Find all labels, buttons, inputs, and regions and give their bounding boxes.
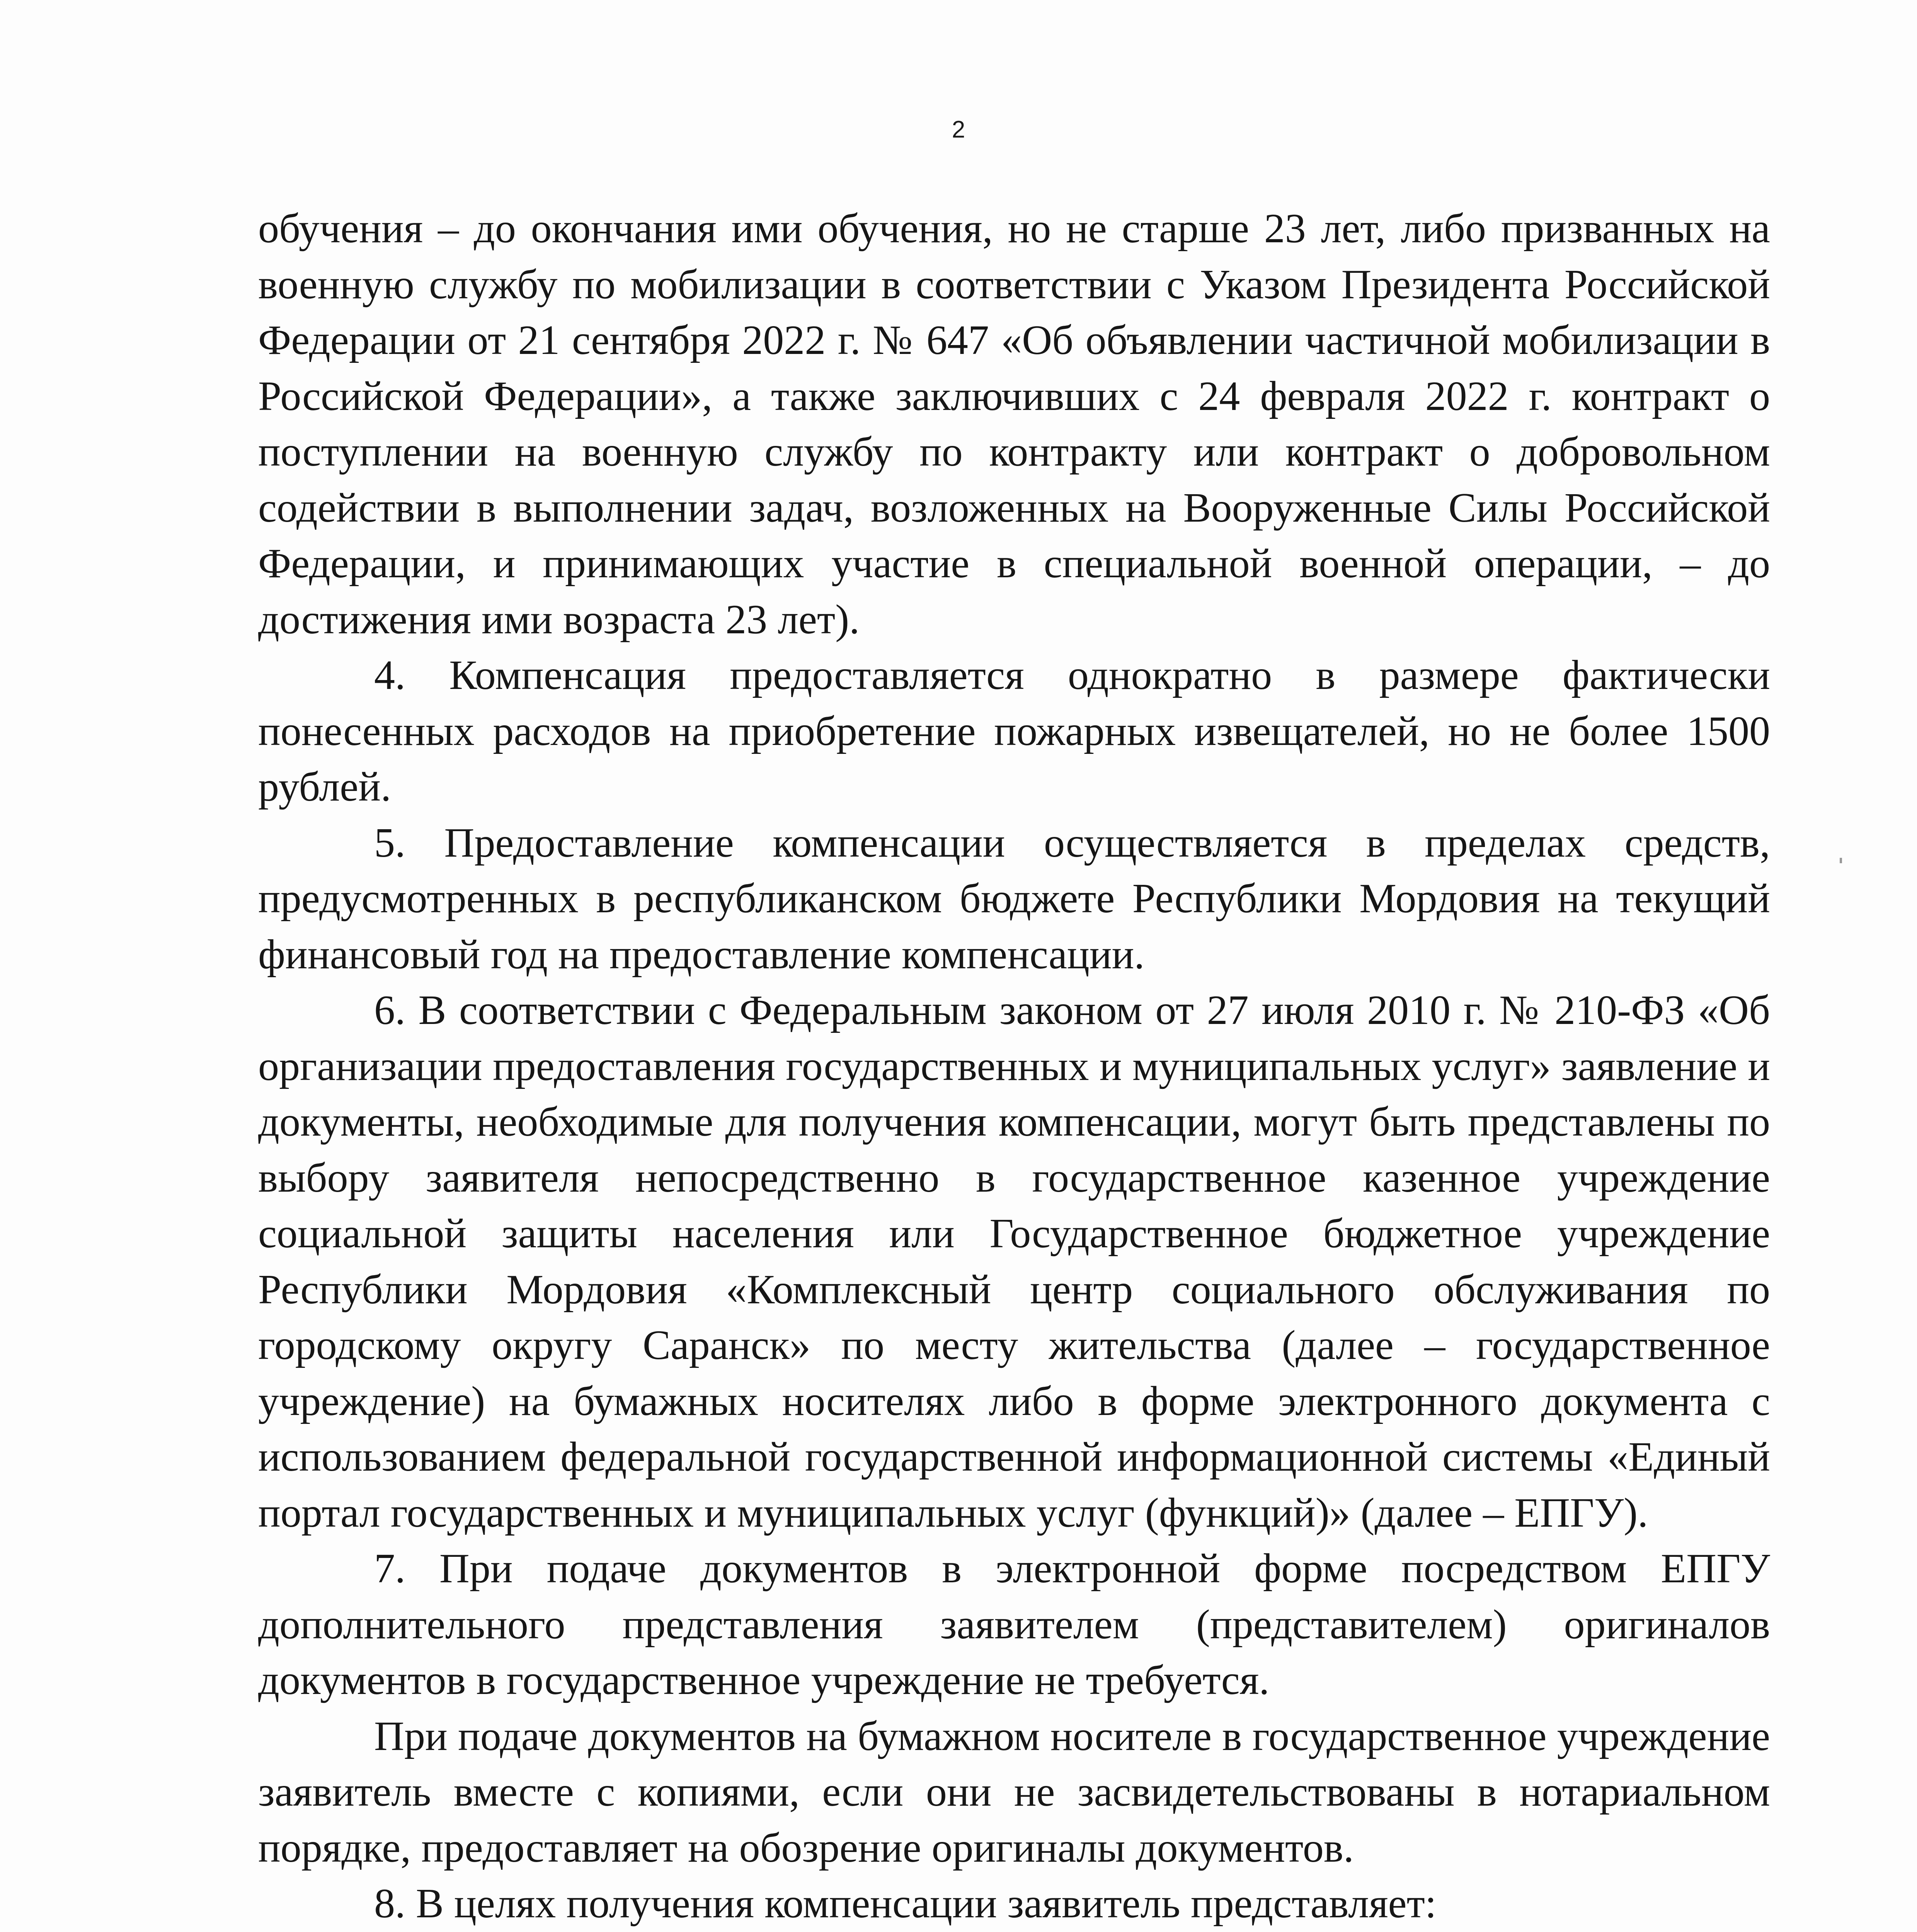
paragraph-item-8: 8. В целях получения компенсации заявитель представляет: (374, 1881, 1437, 1927)
page-number: 2 (952, 116, 965, 143)
paragraph-item-4: 4. Компенсация предоставляется однократно в размере фактически понесенных расходов на приобретение пожарных извещателей, но не более 1500 рублей. (258, 652, 1770, 810)
document-body (258, 201, 1770, 1932)
paragraph-item-7: 7. При подаче документов в электронной форме посредством ЕПГУ дополнительного представления заявителем (представителем) оригиналов документов в государственное учреждение не требуется. (258, 1546, 1770, 1703)
paragraph-item-5: 5. Предоставление компенсации осуществляется в пределах средств, предусмотренных в республиканском бюджете Республики Мордовия на текущий финансовый год на предоставление компенсации. (258, 820, 1770, 978)
scan-speck (1840, 858, 1842, 863)
paragraph-paper-submission: При подаче документов на бумажном носителе в государственное учреждение заявитель вместе с копиями, если они не засвидетельствованы в нотариальном порядке, предоставляет на обозрение оригиналы документов. (258, 1713, 1770, 1871)
paragraph-continuation: обучения – до окончания ими обучения, но не старше 23 лет, либо призванных на военную службу по мобилизации в соответствии с Указом Президента Российской Федерации от 21 сентября 2022 г. № 647 «Об объявлении частичной мобилизации в Российской Федерации», а также заключивших с 24 февраля 2022 г. контракт о поступлении на военную службу по контракту или контракт о добровольном содействии в выполнении задач, возложенных на Вооруженные Силы Российской Федерации, и принимающих участие в специальной военной операции, – до достижения ими возраста 23 лет). (258, 206, 1770, 643)
paragraph-item-6: 6. В соответствии с Федеральным законом от 27 июля 2010 г. № 210-ФЗ «Об организации предоставления государственных и муниципальных услуг» заявление и документы, необходимые для получения компенсации, могут быть представлены по выбору заявителя непосредственно в государственное казенное учреждение социальной защиты населения или Государственное бюджетное учреждение Республики Мордовия «Комплексный центр социального обслуживания по городскому округу Саранск» по месту жительства (далее – государственное учреждение) на бумажных носителях либо в форме электронного документа с использованием федеральной государственной информационной системы «Единый портал государственных и муниципальных услуг (функций)» (далее – ЕПГУ). (258, 987, 1770, 1536)
